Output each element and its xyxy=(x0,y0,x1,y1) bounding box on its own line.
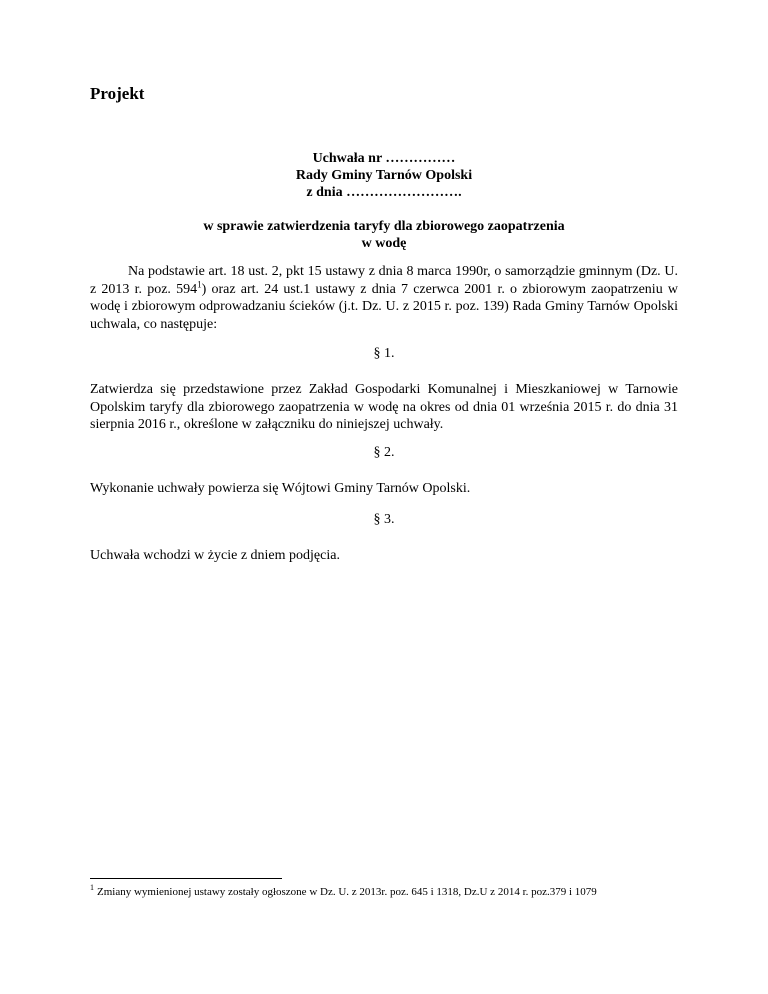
section-text-2: Wykonanie uchwały powierza się Wójtowi Gminy Tarnów Opolski. xyxy=(90,481,471,496)
section-mark-2: § 2. xyxy=(373,445,395,460)
footnote-reference: 1 xyxy=(197,278,202,289)
footnote xyxy=(90,885,678,899)
preamble-text-1: Na podstawie art. 18 ust. 2, pkt 15 ustawy z dnia 8 marca 1990r, o samorządzie gminnym (Dz. U. z 2013 r. poz. 594 xyxy=(90,264,678,297)
draft-label: Projekt xyxy=(90,84,145,103)
subject-line-2: w wodę xyxy=(361,236,407,251)
section-mark-1: § 1. xyxy=(373,346,395,361)
section-text-3: Uchwała wchodzi w życie z dniem podjęcia. xyxy=(90,548,340,563)
footnote-divider xyxy=(90,878,282,879)
section-text-1: Zatwierdza się przedstawione przez Zakład Gospodarki Komunalnej i Mieszkaniowej w Tarnowie Opolskim taryfy dla zbiorowego zaopatrzenia w wodę na okres od dnia 01 września 2015 r. do dnia 31 sierpnia 2016 r., określone w załączniku do niniejszej uchwały. xyxy=(90,382,678,432)
council-name: Rady Gminy Tarnów Opolski xyxy=(295,168,473,183)
footnote-number: 1 xyxy=(90,883,94,893)
resolution-header xyxy=(90,150,678,201)
resolution-date: z dnia ……………………. xyxy=(306,185,462,200)
resolution-subject xyxy=(90,218,678,252)
subject-line-1: w sprawie zatwierdzenia taryfy dla zbiorowego zaopatrzenia xyxy=(203,219,565,234)
preamble-text-2: ) oraz art. 24 ust.1 ustawy z dnia 7 czerwca 2001 r. o zbiorowym zaopatrzeniu w wodę i zbiorowym odprowadzaniu ścieków (j.t. Dz. U. z 2015 r. poz. 139) Rada Gminy Tarnów Opolski uchwala, co następuje: xyxy=(90,281,678,332)
preamble xyxy=(90,263,678,333)
resolution-number: Uchwała nr …………… xyxy=(312,151,456,166)
section-mark-3: § 3. xyxy=(373,512,395,527)
footnote-text: Zmiany wymienionej ustawy zostały ogłoszone w Dz. U. z 2013r. poz. 645 i 1318, Dz.U z 2014 r. poz.379 i 1079 xyxy=(97,886,597,898)
